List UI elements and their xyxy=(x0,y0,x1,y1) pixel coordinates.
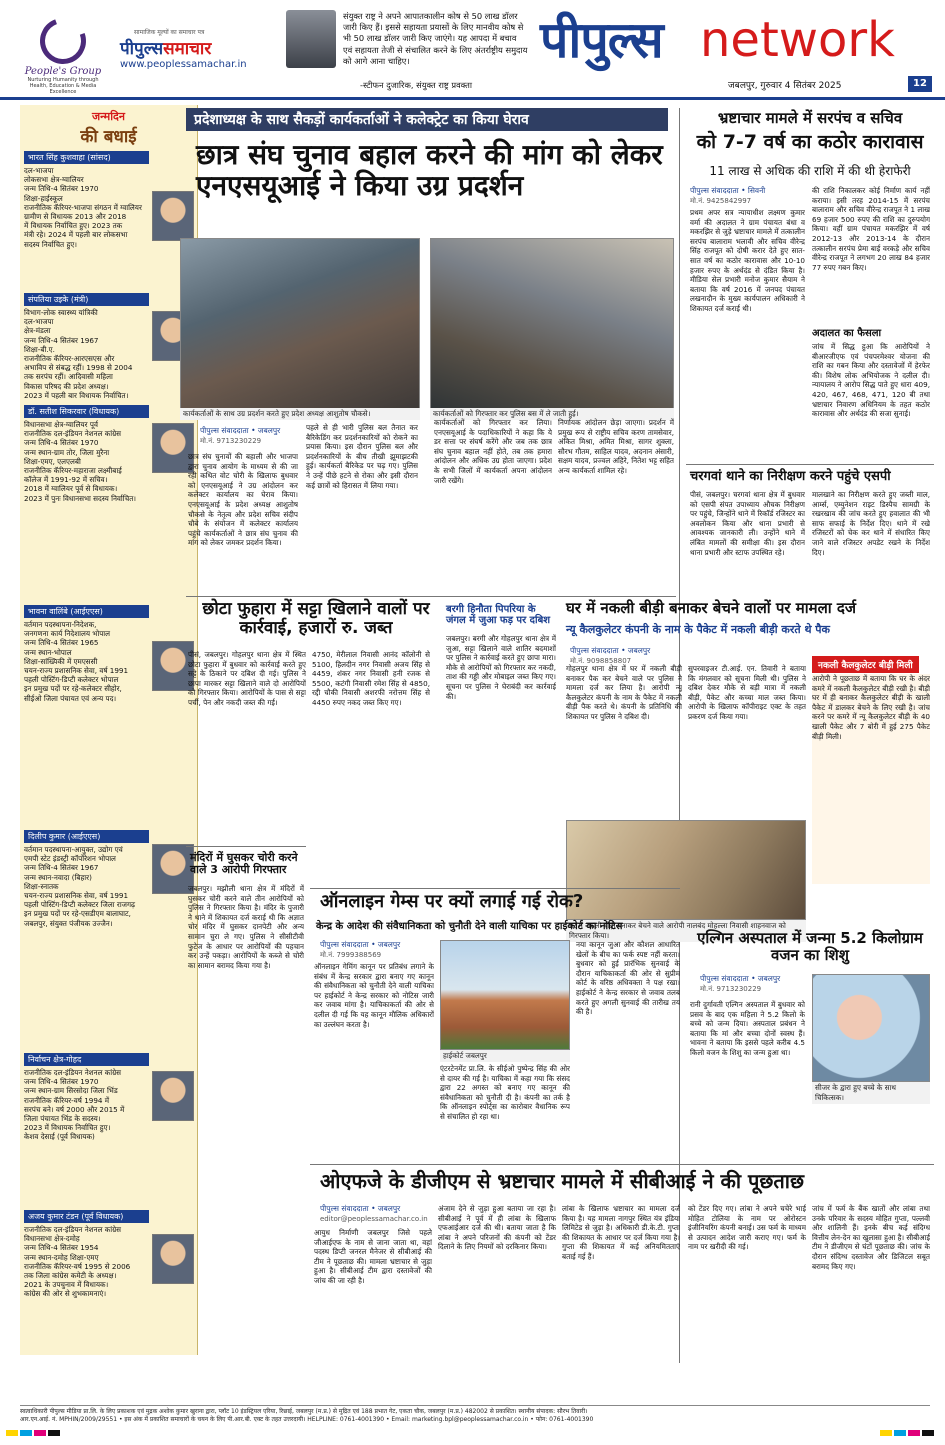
person-name: भारत सिंह कुशवाहा (सांसद) xyxy=(24,151,149,164)
detail-line: सीईओ जिला पंचायत एवं अन्य पद। xyxy=(24,693,117,703)
nsui-protest-photo-right xyxy=(430,238,674,410)
detail-line: चयन-राज्य प्रशासनिक सेवा, वर्ष 1991 xyxy=(24,891,129,901)
bidi-caption: घर में नकली बीड़ी बनाकर बेचने वाले आरोपी नालबंद मोहल्ला निवासी शाहनवाज को गिरफ्तार किया। xyxy=(566,920,806,942)
byline-text: पीपुल्स संवाददाता • जबलपुर xyxy=(200,426,281,435)
birthday-title-small: जन्मदिन xyxy=(91,110,126,123)
nsui-protest-photo-left xyxy=(180,238,420,410)
dgm-byline xyxy=(320,1204,428,1223)
detail-line: जनगणना कार्य निदेशालय भोपाल xyxy=(24,629,111,639)
detail-line: एमपी स्टेट इंडस्ट्री कॉर्पोरेशन भोपाल xyxy=(24,854,116,864)
dgm-col5: जांच में फर्म के बैंक खातों और लांबा तथा उनके परिवार के सदस्य मोहित गुप्ता, पल्लवी और शालिनी हैं। इनके बीच कई संदिग्ध वित्तीय लेन-देन का खुलासा हुआ है। सीबीआई टीम ने डीजीएम से घंटों पूछताछ की। जांच के दौरान संदिग्ध दस्तावेज और डिजिटल सबूत बरामद किए गए। xyxy=(812,1204,930,1271)
registration-mark xyxy=(880,1430,892,1436)
bidi-byline xyxy=(570,646,650,666)
peoples-samachar-logo[interactable] xyxy=(120,28,270,70)
detail-line: जन्म तिथि-4 सितंबर 1967 xyxy=(24,335,99,345)
un-quote: संयुक्त राष्ट्र ने अपने आपातकालीन कोष से 50 लाख डॉलर जारी किए हैं। इससे सहायता प्रयासों के लिए मानवीय कोष से भी 50 लाख डॉलर जारी किए जाएंगे। यह आपदा में बचाव एवं सहायता तेजी से संचालित करने के लिए अंतर्राष्ट्रीय समुदाय को आगे आना चाहिए। xyxy=(343,11,528,66)
corruption-sub: 11 लाख से अधिक की राशि में की थी हेराफेरी xyxy=(709,164,911,178)
nsui-caption-right: कार्यकर्ताओं को गिरफ्तार कर पुलिस बस में ले जाती हुई। xyxy=(430,408,674,420)
nsui-byline xyxy=(200,426,280,446)
online-sub: केन्द्र के आदेश की संवैधानिकता को चुनौती देने वाली याचिका पर हाईकोर्ट का नोटिस xyxy=(316,921,623,932)
detail-line: जिला पंचायत भिंड के सदस्य। xyxy=(24,1114,101,1124)
birthday-person xyxy=(24,1053,194,1142)
detail-line: शिक्षा-हाईस्कूल xyxy=(24,193,63,203)
brand-peoples: पीपुल्स xyxy=(540,11,663,69)
nsui-col3: कार्यकर्ताओं को गिरफ्तार कर लिया। एनएसयूआई के पदाधिकारियों ने कहा कि ये डर सत्ता पर संघर्ष करेंगे और जब तक छात्र संघ चुनाव बहाल नहीं होते, तब तक हमारा आंदोलन और अधिक उग्र होता जाएगा। प्रदेश के सभी जिलों में कार्यकर्ता अपना आंदोलन जारी रखेंगे। xyxy=(434,418,552,485)
detail-line: विधानसभा क्षेत्र-ग्वालियर पूर्व xyxy=(24,420,98,429)
newborn-photo xyxy=(812,974,930,1082)
detail-line: राजनीतिक दल-इंडियन नेशनल कांग्रेस xyxy=(24,429,122,439)
imprint-line-2: आर.एन.आई. नं. MPHIN/2009/29551 • इस अंक में प्रकाशित समाचारों के चयन के लिए पी.आर.बी. एक्ट के तहत उत्तरदायी। HELPLINE: 0761-4001390 • Email: marketing.bpl@peoplessamachar.co.in • फोन: 0761-4001390 xyxy=(20,1416,594,1423)
person-name: भावना वालिंबे (आईएएस) xyxy=(24,605,149,618)
person-name: अजय कुमार टंडन (पूर्व विधायक) xyxy=(24,1210,149,1223)
detail-line: जन्म तिथि-4 सितंबर 1970 xyxy=(24,438,99,448)
person-name: संपतिया उइके (मंत्री) xyxy=(24,293,149,306)
person-name: डॉ. सतीश सिकरवार (विधायक) xyxy=(24,405,149,418)
section-divider xyxy=(310,1164,934,1165)
detail-line: दल-भाजपा xyxy=(24,317,54,327)
dgm-headline[interactable]: ओएफजे के डीजीएम से भ्रष्टाचार मामले में सीबीआई ने की पूछताछ xyxy=(320,1169,804,1193)
detail-line: इन प्रमुख पदों पर रहे-एसडीएम बालाघाट, xyxy=(24,909,131,919)
quote-author: -स्टीफन दुजारिक, संयुक्त राष्ट्र प्रवक्ता xyxy=(360,80,473,90)
registration-mark xyxy=(894,1430,906,1436)
jua-headline[interactable]: बरगी हिनौता पिपरिया के जंगल में जुआ फड़ पर दबिश xyxy=(446,604,551,626)
group-tagline: Nurturing Humanity through Health, Education & Media Excellence xyxy=(27,77,99,95)
detail-line: चयन-राज्य प्रशासनिक सेवा, वर्ष 1991 xyxy=(24,666,129,676)
person-details xyxy=(24,166,144,249)
detail-line: तक जिला कांग्रेस कमेटी के अध्यक्ष। xyxy=(24,1271,117,1281)
birthday-title xyxy=(20,105,197,147)
byline-text: पीपुल्स संवाददाता • जबलपुर xyxy=(700,974,781,983)
detail-line: तक सरपंच रहीं। आदिवासी महिला xyxy=(24,372,113,382)
detail-line: शिक्षा-स्नातक xyxy=(24,881,59,891)
baby-byline xyxy=(700,974,780,994)
corruption-col1: प्रथम अपर सत्र न्यायाधीश लक्ष्मण कुमार वर्मा की अदालत ने ग्राम पंचायत बंधा व मकरझिर से जुड़े भ्रष्टाचार मामले में तत्कालीन सरपंच बालाराम भलावी और सचिव वीरेन्द्र सिंह राजपूत को दोषी करार देते हुए सात-सात वर्ष का कठोर कारावास और 10-10 हजार रुपए के अर्थदंड से दंडित किया है। मीडिया सेल प्रभारी मनोज कुमार सैयाम ने बताया कि वर्ष 2016 में जनपद पंचायत लखनादौन के मुख्य कार्यपालन अधिकारी ने शिकायत दर्ज कराई थी। xyxy=(690,208,805,313)
nsui-col2: पहले से ही भारी पुलिस बल तैनात कर बैरिकेडिंग कर प्रदर्शनकारियों को रोकने का प्रयास किया। इस दौरान पुलिस बल और प्रदर्शनकारियों के बीच तीखी झूमाझटकी हुई। कार्यकर्ता बैरिकेड पर चढ़ गए। पुलिस ने उन्हें पीछे हटने से रोका और इसी दौरान कई छात्रों को हिरासत में लिया गया। xyxy=(306,423,418,490)
detail-line: वर्तमान पदस्थापना-आयुक्त, उद्योग एवं xyxy=(24,845,123,854)
registration-mark xyxy=(908,1430,920,1436)
detail-line: सरपंच बने। वर्ष 2000 और 2015 में xyxy=(24,1104,125,1114)
bidi-headline[interactable]: घर में नकली बीड़ी बनाकर बेचने वालों पर मामला दर्ज xyxy=(566,599,856,617)
high-court-photo xyxy=(440,940,570,1050)
bidi-box-body: आरोपी ने पूछताछ में बताया कि घर के अंदर कमरे में नकली कैलकुलेटर बीड़ी रखी है। बीड़ी घर में ही बनाकर कैलकुलेटर बीड़ी के खाली पैकेट में डालकर बेचने के लिए रखी है। जांच करने पर कमरे में न्यू कैलकुलेटर बीड़ी के 40 खाली पैकेट और 7 बोरी में हुई 275 पैकेट बीड़ी मिली। xyxy=(812,674,930,884)
byline-mobile: मो.नं. 9425842997 xyxy=(690,197,752,205)
detail-line: राजनीतिक कॅरियर-आरएसएस और xyxy=(24,354,115,364)
registration-mark xyxy=(34,1430,46,1436)
online-col1: ऑनलाइन गेमिंग कानून पर प्रतिबंध लगाने के संबंध में केन्द्र सरकार द्वारा बनाए गए कानून की संवैधानिकता को चुनौती देने वाली याचिका पर हाईकोर्ट ने केन्द्र सरकार को नोटिस जारी कर जवाब मांगा है। याचिकाकर्ता की ओर से दलील दी गई कि यह कानून मौलिक अधिकारों का उल्लंघन करता है। xyxy=(314,962,434,1029)
person-details xyxy=(24,620,144,703)
baby-body: रानी दुर्गावती एल्गिन अस्पताल में बुधवार को प्रसव के बाद एक महिला ने 5.2 किलो के बच्चे को जन्म दिया। अस्पताल प्रबंधन ने बताया कि मां और बच्चा दोनों स्वस्थ हैं। भावना ने बताया कि इससे पहले करीब 4.5 किलो वजन के शिशु का जन्म हुआ था। xyxy=(690,1000,805,1057)
corruption-byline xyxy=(690,186,765,206)
byline-text: पीपुल्स संवाददाता • जबलपुर xyxy=(570,646,651,655)
online-col2: एंटरटेनमेंट प्रा.लि. के सीईओ पुष्पेन्द्र सिंह की ओर से दायर की गई है। याचिका में कहा गया कि संसद द्वारा 22 अगस्त को बनाए गए कानून की संवैधानिकता को चुनौती दी है। कंपनी का तर्क है कि ऑनलाइन स्पोर्ट्स का कारोबार वैधानिक रूप से संचालित हो रहा था। xyxy=(440,1064,570,1121)
detail-line: विभाग-लोक स्वास्थ्य यांत्रिकी xyxy=(24,308,98,317)
person-details xyxy=(24,1225,144,1299)
byline-mobile: मो.नं. 9713230229 xyxy=(200,437,262,445)
registration-mark xyxy=(48,1430,60,1436)
bidi-box-head: नकली कैलकुलेटर बीड़ी मिली xyxy=(812,656,919,673)
nsui-col1: छात्र संघ चुनावों की बहाली और भाजपा द्वारा चुनाव आयोग के माध्यम से की जा रही कथित वोट चोरी के खिलाफ बुधवार को एनएसयूआई ने उग्र आंदोलन कर कलेक्टर कार्यालय का घेराव किया। एनएसयूआई के प्रदेश अध्यक्ष आशुतोष चौकसे के नेतृत्व और प्रदेश सचिव संदीप चौबे के संयोजन में कलेक्टर कार्यालय पहुंचे कार्यकर्ताओं ने छात्र संघ चुनाव की मांग को लेकर जमकर प्रदर्शन किया। xyxy=(188,452,298,548)
detail-line: दल-भाजपा xyxy=(24,166,54,175)
byline-email[interactable]: editor@peoplessamachar.co.in xyxy=(320,1215,428,1223)
spokesperson-photo xyxy=(286,10,336,68)
detail-line: ग्रामीण से विधायक 2013 और 2018 xyxy=(24,212,127,222)
detail-line: लोकसभा क्षेत्र-ग्वालियर xyxy=(24,175,84,185)
byline-mobile: मो.नं. 9713230229 xyxy=(700,985,762,993)
bidi-col1: गोहलपुर थाना क्षेत्र में घर में नकली बीड़ी बनाकर पैक कर बेचने वाले पर पुलिस ने मामला दर्ज कर लिया है। आरोपी न्यू कैलकुलेटर कंपनी के नाम के पैकेट में नकली बीड़ी पैक करते थे। कंपनी के प्रतिनिधि की शिकायत पर पुलिस ने दबिश दी। xyxy=(566,664,682,721)
detail-line: जबलपुर, संयुक्त पंजीयक उज्जैन। xyxy=(24,918,113,928)
detail-line: केशव देसाई (पूर्व विधायक) xyxy=(24,1132,95,1142)
bidi-sub: न्यू कैलकुलेटर कंपनी के नाम के पैकेट में नकली बीड़ी करते थे पैक xyxy=(566,623,830,636)
section-divider xyxy=(186,846,306,847)
corruption-col3: जांच में सिद्ध हुआ कि आरोपियों ने बीआरजीएफ एवं पंचपरमेश्वर योजना की राशि का गबन किया और दस्तावेजों में हेरफेर की। विशेष लोक अभियोजक ने दलील दी। न्यायालय ने आरोप सिद्ध पाते हुए धारा 409, 420, 467, 468, 471, 120 बी तथा भ्रष्टाचार निवारण अधिनियम के तहत कठोर कारावास और अर्थदंड की सजा सुनाई। xyxy=(812,342,930,419)
ps-small-tagline: सामाजिक मूल्यों का समाचार पत्र xyxy=(134,29,205,36)
jua-body: जबलपुर। बरगी और गोहलपुर थाना क्षेत्र में जुआ, सट्टा खिलाने वाले शातिर बदमाशों पर पुलिस ने कार्रवाई करते हुए छापा मारा। मौके से आरोपियों को गिरफ्तार कर नकदी, ताश की गड्डी और मोबाइल जब्त किए गए। सूचना पर पुलिस ने घेराबंदी कर कार्रवाई की। xyxy=(446,634,556,701)
detail-line: कांग्रेस की ओर से शुभकामनाएं। xyxy=(24,1289,107,1299)
satta-col1: पीसं, जबलपुर। गोहलपुर थाना क्षेत्र में स्थित छोटा फुहारा में बुधवार को कार्रवाई करते हुए सट्टे के ठिकाने पर दबिश दी गई। पुलिस ने छापा मारकर सट्टा खिलाने वाले दो आरोपियों को गिरफ्तार किया। आरोपियों के पास से सट्टा पर्ची, पेन और नकदी जब्त की गई। xyxy=(188,650,306,707)
online-byline xyxy=(320,940,400,960)
detail-line: पहली पोस्टिंग-डिप्टी कलेक्टर भोपाल xyxy=(24,675,119,685)
detail-line: पहली पोस्टिंग-डिप्टी कलेक्टर जिला राजगढ़ xyxy=(24,900,136,910)
birthday-person xyxy=(24,605,194,703)
detail-line: राजनीतिक दल-इंडियन नेशनल कांग्रेस xyxy=(24,1225,122,1234)
ps-title-b: समाचार xyxy=(163,39,212,59)
temple-headline[interactable]: मंदिरों में घुसकर चोरी करने वाले 3 आरोपी गिरफ्तार xyxy=(190,851,298,877)
registration-mark xyxy=(6,1430,18,1436)
detail-line: इन प्रमुख पदों पर रहे-कलेक्टर सीहोर, xyxy=(24,684,122,694)
ps-url[interactable]: www.peoplessamachar.in xyxy=(120,59,247,70)
person-details xyxy=(24,308,144,400)
detail-line: सदस्य निर्वाचित हुए। xyxy=(24,239,77,249)
person-photo xyxy=(152,191,194,241)
sp-col1: पीसं, जबलपुर। चरगवां थाना क्षेत्र में बुधवार को एसपी संपत उपाध्याय औचक निरीक्षण पर पहुंचे, जिन्होंने थाने में रिकॉर्ड रजिस्टर का अवलोकन किया और थाना प्रभारी से आवश्यक जानकारी ली। उन्होंने थाने में लंबित मामलों की समीक्षा की। इस दौरान थाना प्रभारी और स्टाफ उपस्थित रहे। xyxy=(690,490,805,557)
corruption-col2: की राशि निकालकर कोई निर्माण कार्य नहीं कराया। इसी तरह 2014-15 में सरपंच बालाराम और सचिव वीरेन्द्र राजपूत ने 1 लाख 69 हजार 500 रुपए की राशि का दुरुपयोग किया। वहीं ग्राम पंचायत मकरझिर में वर्ष 2012-13 और 2013-14 के दौरान तत्कालीन सरपंच प्रेमा बाई वरकड़े और सचिव वीरेन्द्र राजपूत ने लगभग 20 लाख 84 हजार 77 रुपए गबन किए। xyxy=(812,186,930,272)
ps-title-a: पीपुल्स xyxy=(120,39,164,59)
detail-line: 2023 में पहली बार विधायक निर्वाचित। xyxy=(24,390,129,400)
detail-line: राजनीतिक कॅरियर-महाराजा लक्ष्मीबाई xyxy=(24,466,122,476)
detail-line: राजनीतिक कॅरियर-वर्ष 1995 से 2006 xyxy=(24,1261,131,1271)
byline-text: पीपुल्स संवाददाता • सिवनी xyxy=(690,186,766,195)
birthday-person xyxy=(24,293,194,400)
sp-headline[interactable]: चरगवां थाने का निरीक्षण करने पहुंचे एसपी xyxy=(690,469,891,484)
bidi-col2: सुपरवाइजर टी.आई. एन. तिवारी ने बताया कि मंगलवार को सूचना मिली थी। पुलिस ने दबिश देकर मौके से बड़ी मात्रा में नकली बीड़ी, पैकेट और कच्चा माल जब्त किया। आरोपी के खिलाफ कॉपीराइट एक्ट के तहत प्रकरण दर्ज किया गया। xyxy=(688,664,806,721)
corruption-headline[interactable]: को 7-7 वर्ष का कठोर कारावास xyxy=(696,131,924,153)
registration-mark xyxy=(20,1430,32,1436)
person-name: निर्वाचन क्षेत्र-गोहद xyxy=(24,1053,149,1066)
person-details xyxy=(24,1068,144,1142)
byline-text: पीपुल्स संवाददाता • जबलपुर xyxy=(320,1204,401,1213)
person-name: दिलीप कुमार (आईएएस) xyxy=(24,830,149,843)
detail-line: जन्म स्थान-भोपाल xyxy=(24,647,72,657)
birthday-person xyxy=(24,1210,194,1299)
imprint-line-1: स्वत्वाधिकारी पीपुल्स मीडिया प्रा.लि. के लिए प्रकाशक एवं मुद्रक अशोक कुमार खुराना द्वारा, प्लॉट 10 इंडस्ट्रियल एरिया, रिछाई, जबलपुर (म.प्र.) से मुद्रित एवं 188 प्रभात गेट, एकता चौक, जबलपुर (म.प्र.) 482002 से प्रकाशित। स्थानीय संपादक: सौरभ तिवारी। xyxy=(20,1408,588,1415)
detail-line: में विधायक निर्वाचित हुए। 2023 तक xyxy=(24,221,123,231)
detail-line: शिक्षा-बी.ए. xyxy=(24,344,55,354)
birthday-person xyxy=(24,151,194,249)
detail-line: जन्म स्थान-ग्राम तोर, जिला मुरैना xyxy=(24,447,110,457)
page-number: 12 xyxy=(908,76,932,92)
ps-title xyxy=(120,36,270,59)
masthead xyxy=(0,0,945,100)
detail-line: शिक्षा-एमए, एलएलबी xyxy=(24,456,81,466)
satta-col2: 4750, मेरीलाल निवासी आनंद कॉलोनी से 5100, हिलदीन नगर निवासी अजय सिंह से 4459, शंकर नगर निवासी हनी रजक से 5500, कटंगी निवासी रमेश सिंह से 4850, रद्दी चौकी निवासी अशरफी नरोत्तम सिंह से 4450 रुपए नकद जब्त किए गए। xyxy=(312,650,430,707)
detail-line: विधानसभा क्षेत्र-दमोह xyxy=(24,1234,80,1244)
imprint-footer xyxy=(20,1405,930,1424)
dgm-col4: को टेंडर दिए गए। लांबा ने अपने चचेरे भाई मोहित टोलिया के नाम पर ओरोस्टन इंजीनियरिंग कंपनी बनाई। उस फर्म के माध्यम से उत्पादन आदेश जारी कराए गए। फर्म के नाम पर खरीदी की गई। xyxy=(688,1204,806,1252)
baby-caption: सीजर के द्वारा हुए बच्चे के साथ चिकित्सक। xyxy=(812,1082,930,1104)
detail-line: कॉलेज में 1991-92 में सचिव। xyxy=(24,475,108,485)
nsui-kicker: प्रदेशाध्यक्ष के साथ सैकड़ों कार्यकर्ताओं ने कलेक्ट्रेट का किया घेराव xyxy=(186,108,668,131)
court-subhead: अदालत का फैसला xyxy=(812,328,882,339)
byline-mobile: मो.नं. 9098858807 xyxy=(570,657,632,665)
peoples-group-ring-icon xyxy=(32,10,93,71)
birthday-column xyxy=(20,105,198,1355)
detail-line: विकास परिषद की प्रदेश अध्यक्ष। xyxy=(24,381,109,391)
dgm-col2: अंजाम देने से जुड़ा हुआ बताया जा रहा है। सीबीआई ने पूर्व में ही लांबा के खिलाफ एफआईआर दर्ज की थी। बताया जाता है कि लांबा ने अपने परिजनों की कंपनी को टेंडर दिलाने के लिए नियमों को दरकिनार किया। xyxy=(438,1204,556,1252)
baby-headline[interactable]: एल्गिन अस्पताल में जन्मा 5.2 किलोग्राम वजन का शिशु xyxy=(697,929,923,964)
group-name: People's Group xyxy=(24,66,102,77)
section-divider xyxy=(686,464,934,465)
satta-headline[interactable]: छोटा फुहारा में सट्टा खिलाने वालों पर कार्रवाई, हजारों रु. जब्त xyxy=(202,599,430,638)
registration-mark xyxy=(922,1430,934,1436)
detail-line: जन्म तिथि-4 सितंबर 1970 xyxy=(24,1077,99,1087)
detail-line: जन्म तिथि-4 सितंबर 1967 xyxy=(24,863,99,873)
section-divider xyxy=(310,888,680,889)
byline-mobile: मो.नं. 7999388569 xyxy=(320,951,382,959)
nsui-caption-left: कार्यकर्ताओं के साथ उग्र प्रदर्शन करते हुए प्रदेश अध्यक्ष आशुतोष चौकसे। xyxy=(180,408,420,420)
birthday-title-big: की बधाई xyxy=(80,127,137,147)
birthday-person xyxy=(24,405,194,503)
detail-line: अभाविप से संबद्ध रहीं। 1998 से 2004 xyxy=(24,363,133,373)
detail-line: जन्म स्थान-दमोह शिक्षा-एमए xyxy=(24,1252,99,1262)
dgm-col1: आयुध निर्माणी जबलपुर जिसे पहले जीआईएफ के नाम से जाना जाता था, वहां पदस्थ डिप्टी जनरल मैनेजर से सीबीआई की टीम ने पूछताछ की। मामला भ्रष्टाचार से जुड़ा हुआ है। सीबीआई टीम द्वारा दस्तावेजों की जांच की जा रही है। xyxy=(314,1228,432,1285)
detail-line: जन्म स्थान-नवादा (बिहार) xyxy=(24,872,92,882)
detail-line: शिक्षा-सांख्यिकी में एमएससी xyxy=(24,656,98,666)
detail-line: जन्म तिथि-4 सितंबर 1954 xyxy=(24,1243,99,1253)
detail-line: जन्म स्थान-ग्राम सिरसोदा जिला भिंड xyxy=(24,1086,118,1096)
temple-body: जबलपुर। मझौली थाना क्षेत्र में मंदिरों में घुसकर चोरी करने वाले तीन आरोपियों को पुलिस ने गिरफ्तार किया है। मंदिर के पुजारी ने थाने में शिकायत दर्ज कराई थी कि अज्ञात चोर मंदिर में घुसकर दानपेटी और अन्य सामान चुरा ले गए। पुलिस ने सीसीटीवी फुटेज के आधार पर आरोपियों की पहचान कर उन्हें पकड़ा। आरोपियों के कब्जे से चोरी का सामान बरामद किया गया है। xyxy=(188,884,304,970)
online-col3: नया कानून जुआ और कौशल आधारित खेलों के बीच का फर्क स्पष्ट नहीं करता। बुधवार को हुई प्रारंभिक सुनवाई के दौरान याचिकाकर्ता की ओर से सुप्रीम कोर्ट के वरिष्ठ अधिवक्ता ने पक्ष रखा। हाईकोर्ट ने केन्द्र सरकार से जवाब तलब करते हुए अगली सुनवाई की तारीख तय की है। xyxy=(576,940,680,1017)
online-caption: हाईकोर्ट जबलपुर xyxy=(440,1050,570,1062)
peoples-group-logo[interactable] xyxy=(18,18,108,98)
detail-line: राजनीतिक दल-इंडियन नेशनल कांग्रेस xyxy=(24,1068,122,1077)
online-headline[interactable]: ऑनलाइन गेम्स पर क्यों लगाई गई रोक? xyxy=(320,891,584,912)
person-details xyxy=(24,845,144,928)
section-divider xyxy=(186,596,676,597)
detail-line: क्षेत्र-मंडला xyxy=(24,326,51,336)
detail-line: राजनीतिक कॅरियर-वर्ष 1994 में xyxy=(24,1095,110,1105)
dateline: जबलपुर, गुरुवार 4 सितंबर 2025 xyxy=(728,81,842,91)
detail-line: 2018 में ग्वालियर पूर्व से विधायक। xyxy=(24,484,118,494)
dgm-col3: लांबा के खिलाफ भ्रष्टाचार का मामला दर्ज किया है। यह मामला नागपुर स्थित यंत्र इंडिया लिमिटेड से जुड़ा है। अधिकारी डी.के.टी. गुप्ता की शिकायत के आधार पर दर्ज किया गया है। गुप्ता की शिकायत में कई अनियमितताएं बताई गई हैं। xyxy=(562,1204,680,1261)
detail-line: राजनीतिक कॅरियर-भाजपा संगठन में ग्वालियर xyxy=(24,202,142,212)
sp-col2: मालखाने का निरीक्षण करते हुए जब्ती माल, आर्म्स, एम्युनेशन राइट डिस्पैच सामग्री के रखरखाव की जांच करते हुए हवालात की भी साफ सफाई के निर्देश दिए। थाने में रखे रजिस्टरों को चेक कर थाने में संधारित किए जाने वाले रजिस्टर अपडेट रखने के निर्देश दिए। xyxy=(812,490,930,557)
person-details xyxy=(24,420,144,503)
detail-line: जन्म तिथि-4 सितंबर 1970 xyxy=(24,184,99,194)
detail-line: 2023 में पुनः विधानसभा सदस्य निर्वाचित। xyxy=(24,493,137,503)
nsui-headline[interactable]: छात्र संघ चुनाव बहाल करने की मांग को लेकर एनएसयूआई ने किया उग्र प्रदर्शन xyxy=(196,138,663,202)
byline-text: पीपुल्स संवाददाता • जबलपुर xyxy=(320,940,401,949)
detail-line: मंत्री रहे। 2024 में पहली बार लोकसभा xyxy=(24,230,128,240)
detail-line: 2021 के उपचुनाव में विधायक। xyxy=(24,1280,109,1290)
detail-line: 2023 में विधायक निर्वाचित हुए। xyxy=(24,1123,111,1133)
brand-network: network xyxy=(700,12,895,68)
detail-line: जन्म तिथि-4 सितंबर 1965 xyxy=(24,638,99,648)
birthday-person xyxy=(24,830,194,928)
detail-line: वर्तमान पदस्थापना-निदेशक, xyxy=(24,620,97,629)
corruption-kicker[interactable]: भ्रष्टाचार मामले में सरपंच व सचिव xyxy=(717,109,903,127)
nsui-col4: निर्णायक आंदोलन छेड़ा जाएगा। प्रदर्शन में प्रमुख रूप से राष्ट्रीय सचिव करण तामसेवार, अंकित मिश्रा, अमित मिश्रा, सागर शुक्ला, सौरभ गौतम, साहिल यादव, अदनान अंसारी, सक्षम यादव, प्रज्वल अहिरे, नितेश भट्ट सहित अन्य कार्यकर्ता शामिल रहे। xyxy=(558,418,674,475)
